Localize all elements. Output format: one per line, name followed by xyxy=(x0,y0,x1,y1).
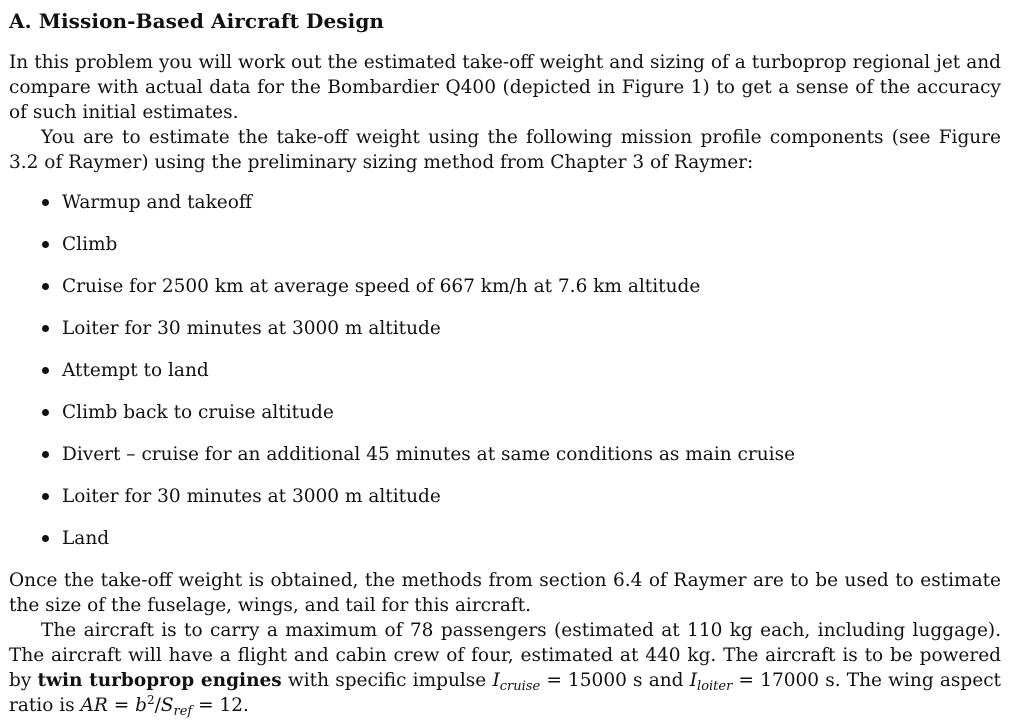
bullet-icon xyxy=(42,199,49,206)
list-item-text: Loiter for 30 minutes at 3000 m altitude xyxy=(62,318,441,339)
list-item xyxy=(9,484,1001,526)
bullet-icon xyxy=(42,493,49,500)
i-cruise-symbol: I xyxy=(492,670,500,691)
s-ref-subscript: ref xyxy=(173,704,193,719)
list-item xyxy=(9,316,1001,358)
i-loiter-subscript: loiter xyxy=(697,679,733,694)
sizing-paragraph: Once the take-off weight is obtained, the methods from section 6.4 of Raymer are to be used to estimate the size of the fuselage, wings, and tail for this aircraft. xyxy=(9,570,1001,616)
list-item xyxy=(9,442,1001,484)
list-item xyxy=(9,526,1001,568)
i-loiter-symbol: I xyxy=(689,670,698,691)
s-symbol: S xyxy=(160,695,174,716)
list-item-text: Divert – cruise for an additional 45 minutes at same conditions as main cruise xyxy=(62,444,796,465)
bullet-icon xyxy=(42,241,49,248)
b-exponent: 2 xyxy=(146,693,155,707)
requirements-paragraph xyxy=(9,618,1001,718)
slash: / xyxy=(154,695,161,716)
list-item-text: Climb back to cruise altitude xyxy=(62,402,334,423)
instructions-paragraph: You are to estimate the take-off weight using the following mission profile components (see Figure 3.2 of Raymer) using the preliminary sizing method from Chapter 3 of Raymer: xyxy=(9,127,1001,173)
list-item-text: Climb xyxy=(62,234,118,255)
intro-paragraph: In this problem you will work out the estimated take-off weight and sizing of a turboprop regional jet and compare with actual data for the Bombardier Q400 (depicted in Figure 1) to get a sense of the accuracy of such initial estimates. xyxy=(9,52,1001,123)
list-item-text: Land xyxy=(62,528,110,549)
document-page xyxy=(9,6,1001,718)
engine-type-bold: twin turboprop engines xyxy=(37,670,282,691)
i-cruise-subscript: cruise xyxy=(499,679,541,694)
ar-value: = 12. xyxy=(192,695,249,716)
requirements-text-2: with specific impulse xyxy=(281,670,493,691)
bullet-icon xyxy=(42,325,49,332)
ar-equals: = xyxy=(107,695,136,716)
list-item xyxy=(9,358,1001,400)
b-symbol: b xyxy=(135,695,147,716)
list-item xyxy=(9,232,1001,274)
bullet-icon xyxy=(42,451,49,458)
bullet-icon xyxy=(42,367,49,374)
list-item-text: Loiter for 30 minutes at 3000 m altitude xyxy=(62,486,441,507)
section-title: A. Mission-Based Aircraft Design xyxy=(9,9,385,33)
ar-symbol: AR xyxy=(80,695,108,716)
list-item xyxy=(9,274,1001,316)
list-item-text: Cruise for 2500 km at average speed of 667 km/h at 7.6 km altitude xyxy=(62,276,701,297)
mission-profile-list xyxy=(9,190,1001,568)
list-item xyxy=(9,400,1001,442)
i-cruise-value: = 15000 s and xyxy=(540,670,690,691)
list-item-text: Warmup and takeoff xyxy=(62,192,253,213)
bullet-icon xyxy=(42,409,49,416)
requirements-text-1: The aircraft is to carry a maximum of 78 passengers (estimated at 110 kg each, including luggage). The aircraft will have a flight and cabin crew of four, estimated at 440 kg. The aircraft is to be powered by xyxy=(9,620,1001,691)
bullet-icon xyxy=(42,283,49,290)
list-item xyxy=(9,190,1001,232)
list-item-text: Attempt to land xyxy=(62,360,209,381)
i-loiter-value: = 17000 s. The wing aspect ratio is xyxy=(9,670,1001,716)
bullet-icon xyxy=(42,535,49,542)
